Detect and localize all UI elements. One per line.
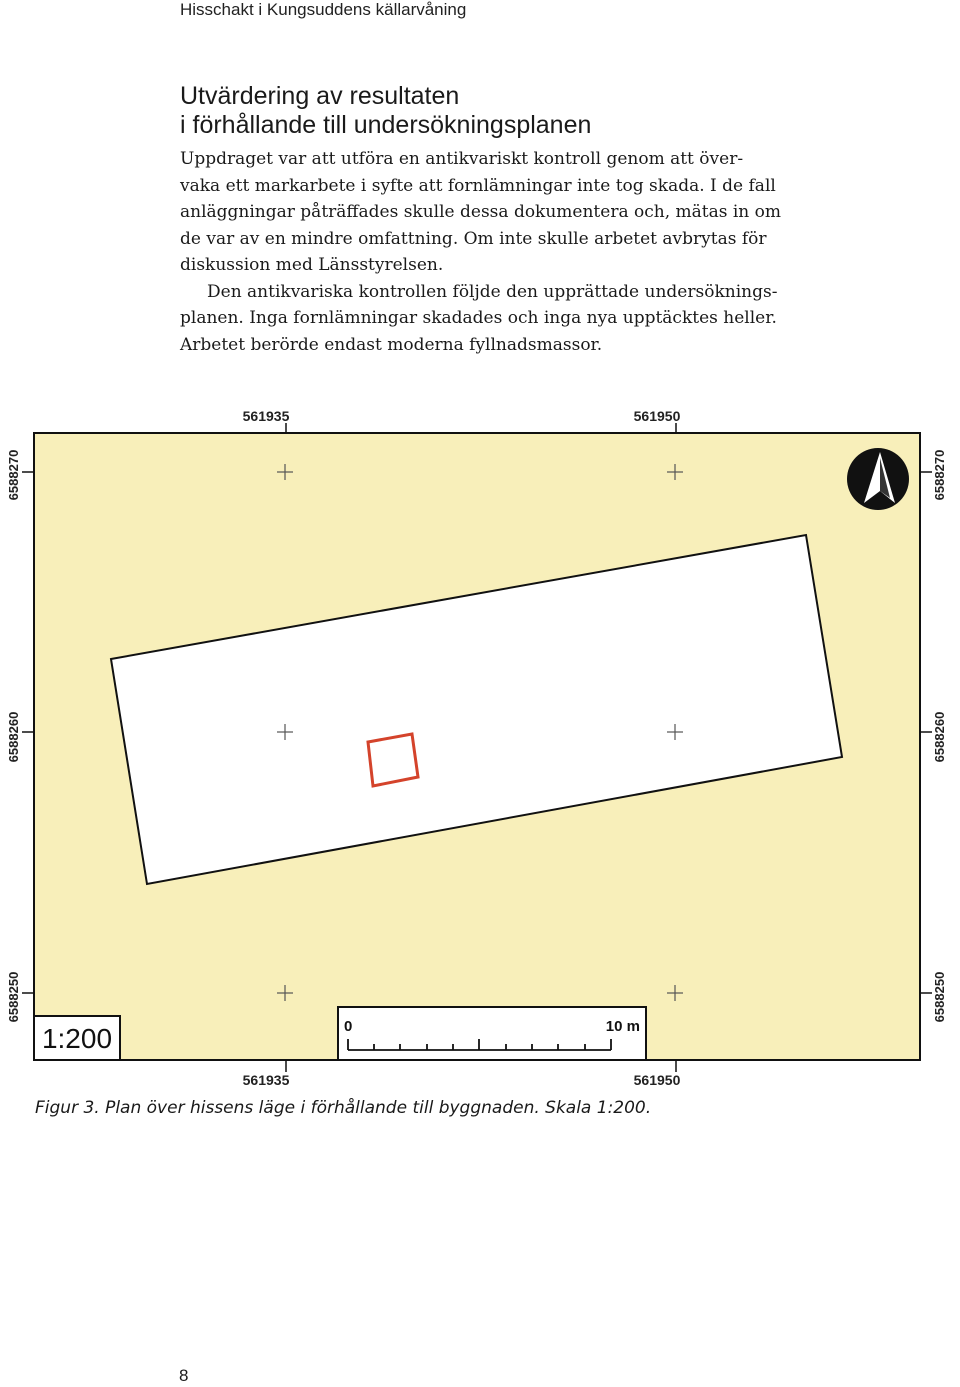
body-text xyxy=(180,146,860,358)
coord-label-left-1: 6588270 xyxy=(6,449,21,501)
scale-ratio-label: 1:200 xyxy=(41,1023,113,1054)
site-plan-map xyxy=(0,395,960,1095)
scalebar-end-label: 10 m xyxy=(605,1018,640,1035)
site-plan-figure xyxy=(0,395,960,1095)
body-line: vaka ett markarbete i syfte att fornlämningar inte tog skada. I de fall xyxy=(180,175,776,196)
body-line: planen. Inga fornlämningar skadades och inga nya upptäcktes heller. xyxy=(180,308,777,328)
body-line: de var av en mindre omfattning. Om inte skulle arbetet avbrytas för xyxy=(180,228,767,249)
section-title-line-1: Utvärdering av resultaten xyxy=(180,82,460,110)
coord-label-bottom-1: 561935 xyxy=(242,1072,290,1088)
body-line: Uppdraget var att utföra en antikvariskt kontroll genom att över- xyxy=(180,149,744,169)
north-arrow-icon xyxy=(847,448,909,510)
section-title-line-2: i förhållande till undersökningsplanen xyxy=(180,111,592,139)
coord-label-right-1: 6588270 xyxy=(932,449,947,501)
coord-label-right-2: 6588260 xyxy=(932,711,947,763)
body-line: Den antikvariska kontrollen följde den upprättade undersöknings- xyxy=(207,281,778,302)
coord-label-top-1: 561935 xyxy=(242,408,290,424)
figure-caption: Figur 3. Plan över hissens läge i förhållande till byggnaden. Skala 1:200. xyxy=(35,1098,652,1118)
coord-label-bottom-2: 561950 xyxy=(633,1072,681,1088)
scalebar-box xyxy=(338,1007,646,1060)
coord-label-right-3: 6588250 xyxy=(932,971,947,1023)
coord-label-top-2: 561950 xyxy=(633,408,681,424)
body-line: anläggningar påträffades skulle dessa dokumentera och, mätas in om xyxy=(180,202,782,222)
body-line: Arbetet berörde endast moderna fyllnadsmassor. xyxy=(180,334,603,355)
page-number: 8 xyxy=(179,1366,189,1385)
coord-label-left-3: 6588250 xyxy=(6,971,21,1023)
section-title xyxy=(180,82,860,140)
scalebar-start-label: 0 xyxy=(344,1018,353,1035)
coord-label-left-2: 6588260 xyxy=(6,711,21,763)
running-header: Hisschakt i Kungsuddens källarvåning xyxy=(180,0,467,19)
body-line: diskussion med Länsstyrelsen. xyxy=(180,255,444,275)
